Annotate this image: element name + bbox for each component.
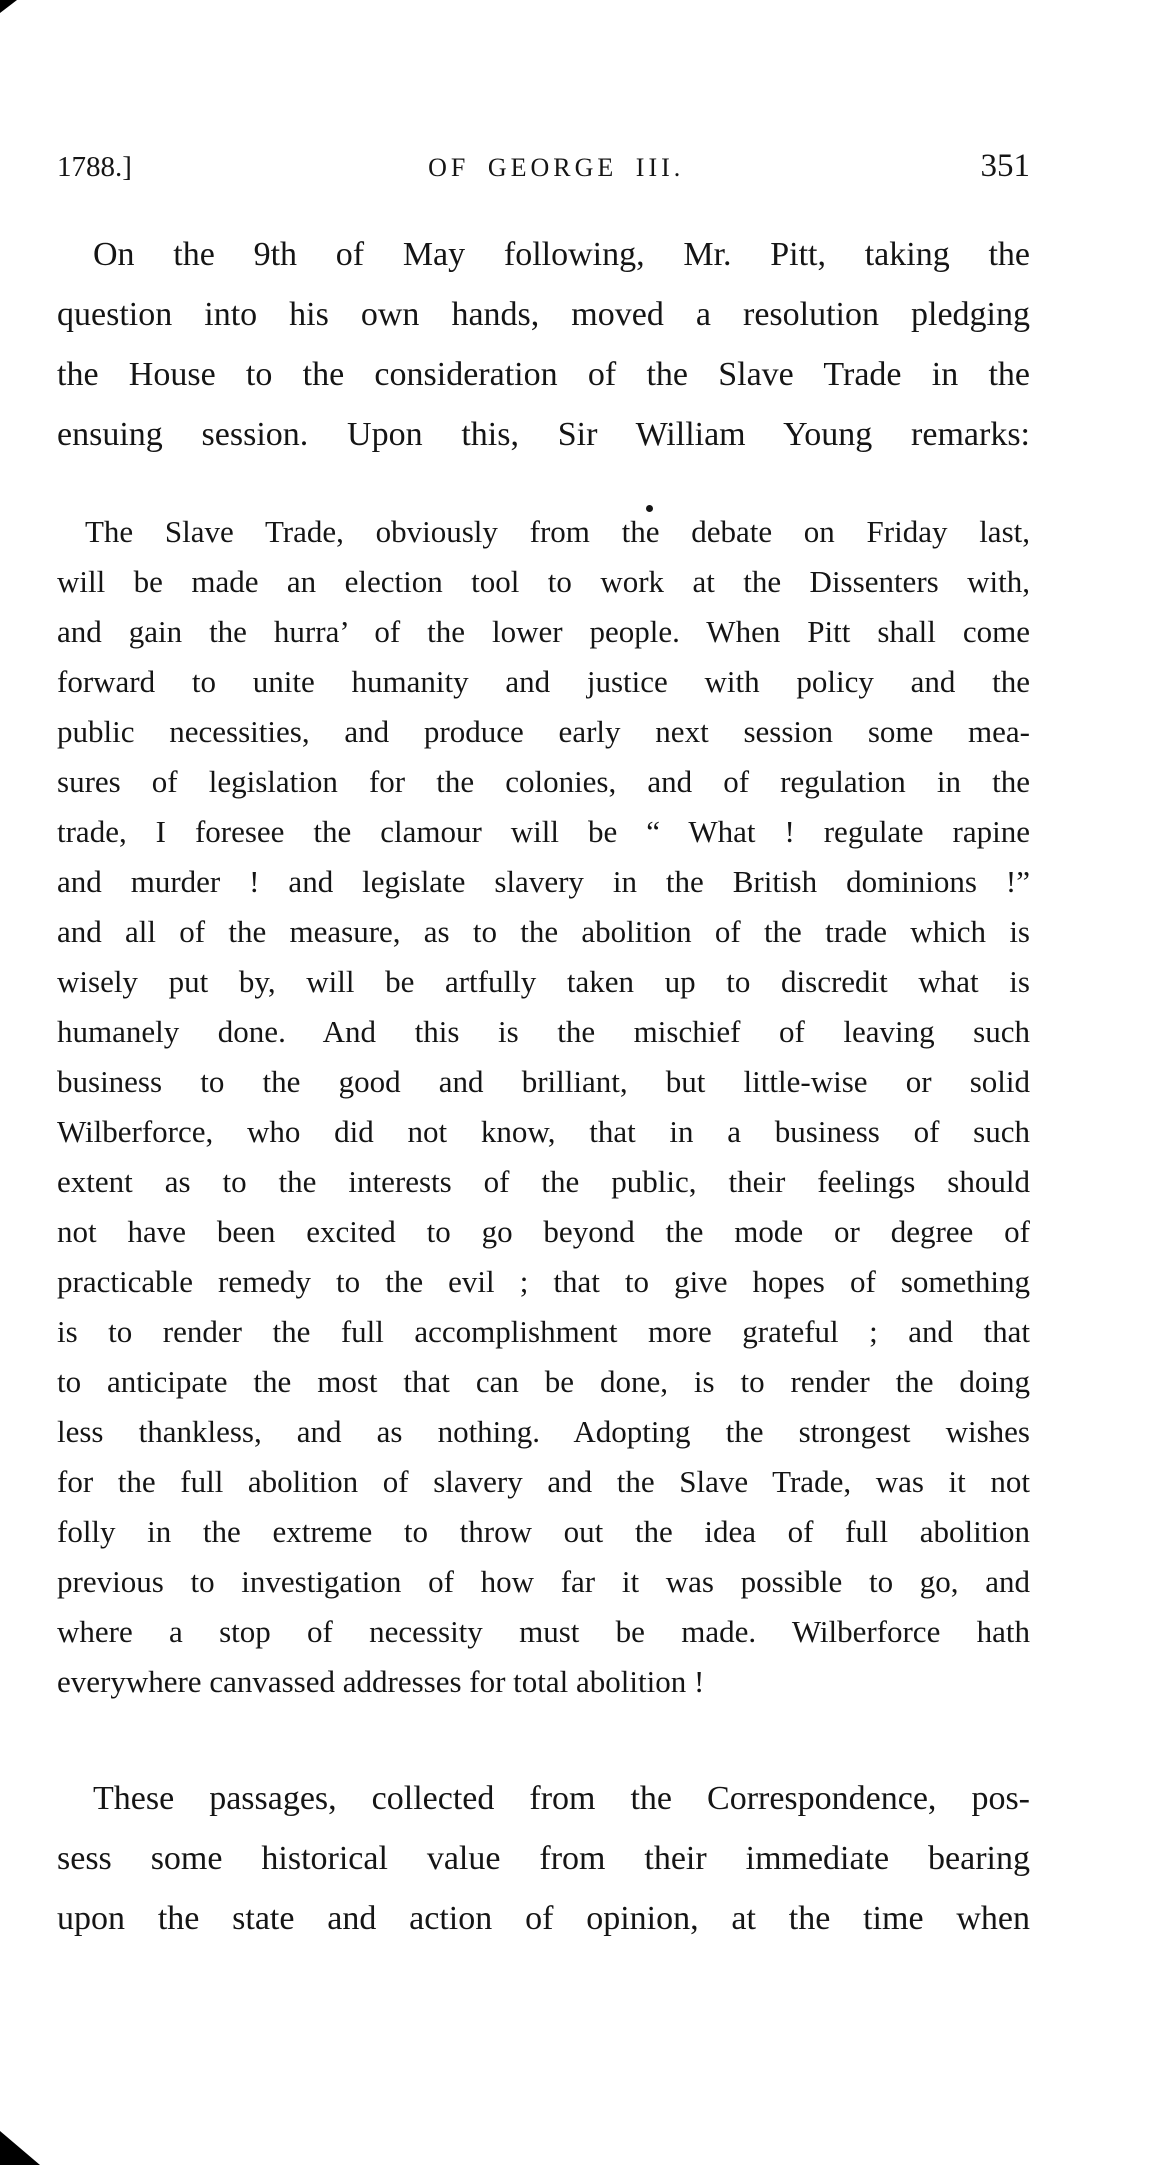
text-line: sess some historical value from their immediate bearing: [57, 1840, 1030, 1877]
text-line: to anticipate the most that can be done, is to render the doing: [57, 1364, 1030, 1399]
header-year: 1788.]: [57, 151, 132, 183]
header-title: OF GEORGE III.: [428, 153, 685, 182]
text-line: the House to the consideration of the Slave Trade in the: [57, 356, 1030, 393]
text-line: upon the state and action of opinion, at the time when: [57, 1900, 1030, 1937]
page-text: [57, 225, 1030, 1949]
closing-paragraph: [57, 1769, 1030, 1949]
text-line: On the 9th of May following, Mr. Pitt, taking the: [93, 236, 1030, 273]
text-line: where a stop of necessity must be made. Wilberforce hath: [57, 1614, 1030, 1649]
text-line: humanely done. And this is the mischief of leaving such: [57, 1014, 1030, 1049]
text-line: for the full abolition of slavery and the Slave Trade, was it not: [57, 1464, 1030, 1499]
text-line: business to the good and brilliant, but little-wise or solid: [57, 1064, 1030, 1099]
text-line: These passages, collected from the Correspondence, pos-: [93, 1780, 1030, 1817]
text-line: question into his own hands, moved a resolution pledging: [57, 296, 1030, 333]
text-line: is to render the full accomplishment more grateful ; and that: [57, 1314, 1030, 1349]
text-line: The Slave Trade, obviously from the debate on Friday last,: [85, 514, 1030, 549]
intro-paragraph: [57, 225, 1030, 465]
text-line: wisely put by, will be artfully taken up to discredit what is: [57, 964, 1030, 999]
quote-paragraph: [57, 507, 1030, 1707]
text-line: public necessities, and produce early next session some mea-: [57, 714, 1030, 749]
text-line: and murder ! and legislate slavery in the British dominions !”: [57, 864, 1030, 899]
text-line: will be made an election tool to work at the Dissenters with,: [57, 564, 1030, 599]
text-line: previous to investigation of how far it was possible to go, and: [57, 1564, 1030, 1599]
text-line: ensuing session. Upon this, Sir William Young remarks:: [57, 416, 1030, 453]
text-line: everywhere canvassed addresses for total abolition !: [57, 1664, 705, 1699]
text-line: not have been excited to go beyond the mode or degree of: [57, 1214, 1030, 1249]
text-line: folly in the extreme to throw out the idea of full abolition: [57, 1514, 1030, 1549]
text-line: Wilberforce, who did not know, that in a business of such: [57, 1114, 1030, 1149]
text-line: practicable remedy to the evil ; that to give hopes of something: [57, 1264, 1030, 1299]
page-number: 351: [980, 148, 1030, 184]
text-line: and gain the hurra’ of the lower people. When Pitt shall come: [57, 614, 1030, 649]
text-line: forward to unite humanity and justice with policy and the: [57, 664, 1030, 699]
text-line: extent as to the interests of the public, their feelings should: [57, 1164, 1030, 1199]
text-line: and all of the measure, as to the abolition of the trade which is: [57, 914, 1030, 949]
scan-artifact-bottom-left: [0, 2131, 40, 2165]
text-line: sures of legislation for the colonies, and of regulation in the: [57, 764, 1030, 799]
scan-artifact-top-left: [0, 0, 17, 13]
running-header: [57, 148, 1030, 185]
text-line: less thankless, and as nothing. Adopting the strongest wishes: [57, 1414, 1030, 1449]
text-line: trade, I foresee the clamour will be “ What ! regulate rapine: [57, 814, 1030, 849]
